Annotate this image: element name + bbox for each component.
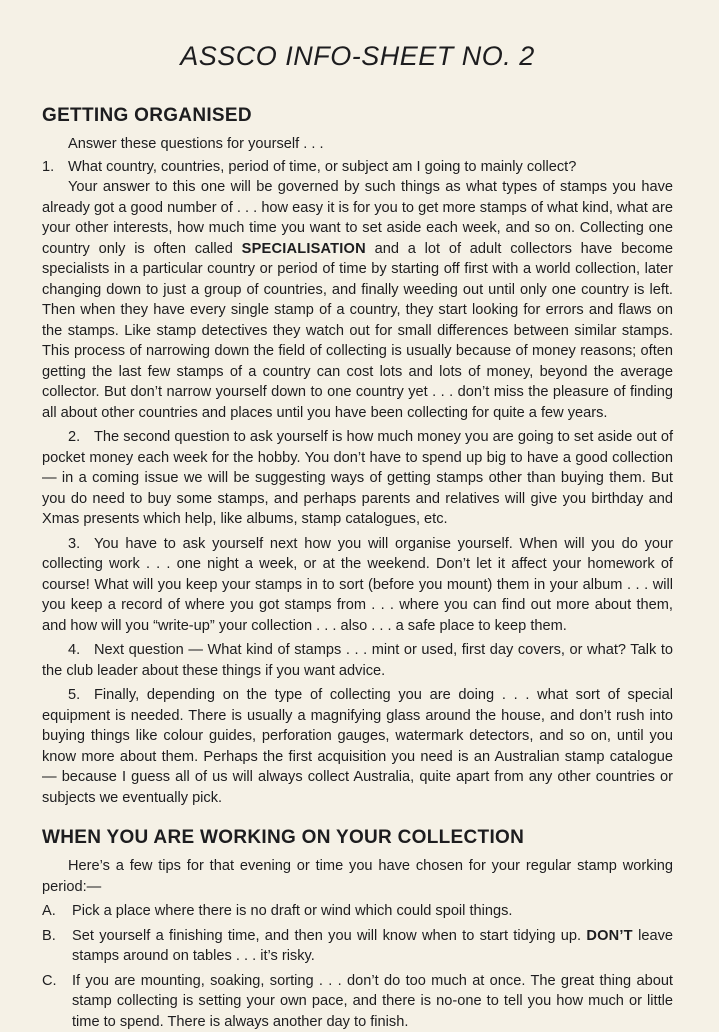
section-heading-getting-organised: GETTING ORGANISED — [42, 104, 673, 128]
tip-a — [42, 901, 673, 922]
section2-intro: Here’s a few tips for that evening or time you have chosen for your regular stamp working period:— — [42, 856, 673, 897]
tip-a-text: Pick a place where there is no draft or wind which could spoil things. — [72, 901, 673, 922]
question-3-number: 3. — [68, 534, 94, 555]
question-1 — [42, 157, 673, 424]
keyword-specialisation: SPECIALISATION — [242, 241, 366, 257]
tip-c — [42, 971, 673, 1032]
question-1-body-part-a: Your answer to this one will be governed by such things as what types of stamps you have already got a good number of . . . how easy it is for you to get more stamps of what kind, what are your other interests, how much time you want to set aside each week, and so on. Collecting one country only is often called — [42, 179, 673, 257]
question-4-number: 4. — [68, 640, 94, 661]
tip-b-letter: B. — [42, 926, 72, 967]
question-1-number: 1. — [42, 157, 68, 178]
question-1-body-part-b: and a lot of adult collectors have become specialists in a particular country or period of time by starting off first with a world collection, later changing down to just a group of countries, and finally weeding out until only one country is left. Then when they have every single stamp of a country, they start looking for errors and flaws on the stamps. Like stamp detectives they watch out for small differences between similar stamps. This process of narrowing down the field of collecting is usually because of money reasons; often getting the last few stamps of a country can cost lots and lots of money, beyond the average collector. But don’t narrow yourself down to one country yet . . . don’t miss the pleasure of finding all about other countries and places until you have been collecting for quite a few years. — [42, 241, 673, 421]
tips-list — [42, 901, 673, 1032]
question-5-number: 5. — [68, 685, 94, 706]
question-2-number: 2. — [68, 427, 94, 448]
question-3-text: You have to ask yourself next how you will organise yourself. When will you do your collecting work . . . one night a week, or at the weekend. Don’t let it affect your homework of course! What will you keep your stamps in to sort (before you mount) them in your album . . . will you keep a record of where you got stamps from . . . where you can find out more about them, and how will you “write-up” your collection . . . also . . . a safe place to keep them. — [42, 536, 673, 634]
tip-b-body — [72, 926, 673, 967]
question-1-line — [42, 157, 673, 178]
tip-b — [42, 926, 673, 967]
tip-c-text: If you are mounting, soaking, sorting . . . don’t do too much at once. The great thing about stamp collecting is setting your own pace, and there is no-one to tell you how much or little time to spend. There is always another day to finish. — [72, 971, 673, 1032]
tip-b-text-part-b: leave stamps around on tables . . . it’s risky. — [72, 928, 673, 965]
question-3 — [42, 534, 673, 637]
tip-b-text-part-a: Set yourself a finishing time, and then you will know when to start tidying up. — [72, 928, 586, 944]
tip-a-letter: A. — [42, 901, 72, 922]
question-5 — [42, 685, 673, 808]
question-4-text: Next question — What kind of stamps . . . mint or used, first day covers, or what? Talk to the club leader about these things if you want advice. — [42, 642, 673, 679]
question-1-text: What country, countries, period of time, or subject am I going to mainly collect? — [68, 159, 576, 175]
question-2-text: The second question to ask yourself is how much money you are going to set aside out of pocket money each week for the hobby. You don’t have to spend up big to have a good collection — in a coming issue we will be suggesting ways of getting stamps other than buying them. But you do need to buy some stamps, and perhaps parents and relatives will give you birthday and Xmas presents which help, like albums, stamp catalogues, etc. — [42, 429, 673, 527]
question-4 — [42, 640, 673, 681]
question-5-text: Finally, depending on the type of collecting you are doing . . . what sort of special equipment is needed. There is usually a magnifying glass around the house, and don’t rush into buying things like colour guides, perforation gauges, watermark detectors, and so on, until you know more about them. Perhaps the first acquisition you need is an Australian stamp catalogue — because I guess all of us will always collect Australia, quite apart from any other countries or subjects we eventually pick. — [42, 687, 673, 806]
section1-intro: Answer these questions for yourself . . . — [42, 134, 673, 155]
keyword-dont: DON’T — [586, 928, 632, 944]
section-heading-working-on-collection: WHEN YOU ARE WORKING ON YOUR COLLECTION — [42, 826, 673, 850]
question-1-body — [42, 177, 673, 423]
tip-c-letter: C. — [42, 971, 72, 1032]
question-2 — [42, 427, 673, 530]
sheet-title: ASSCO INFO-SHEET NO. 2 — [42, 0, 673, 71]
